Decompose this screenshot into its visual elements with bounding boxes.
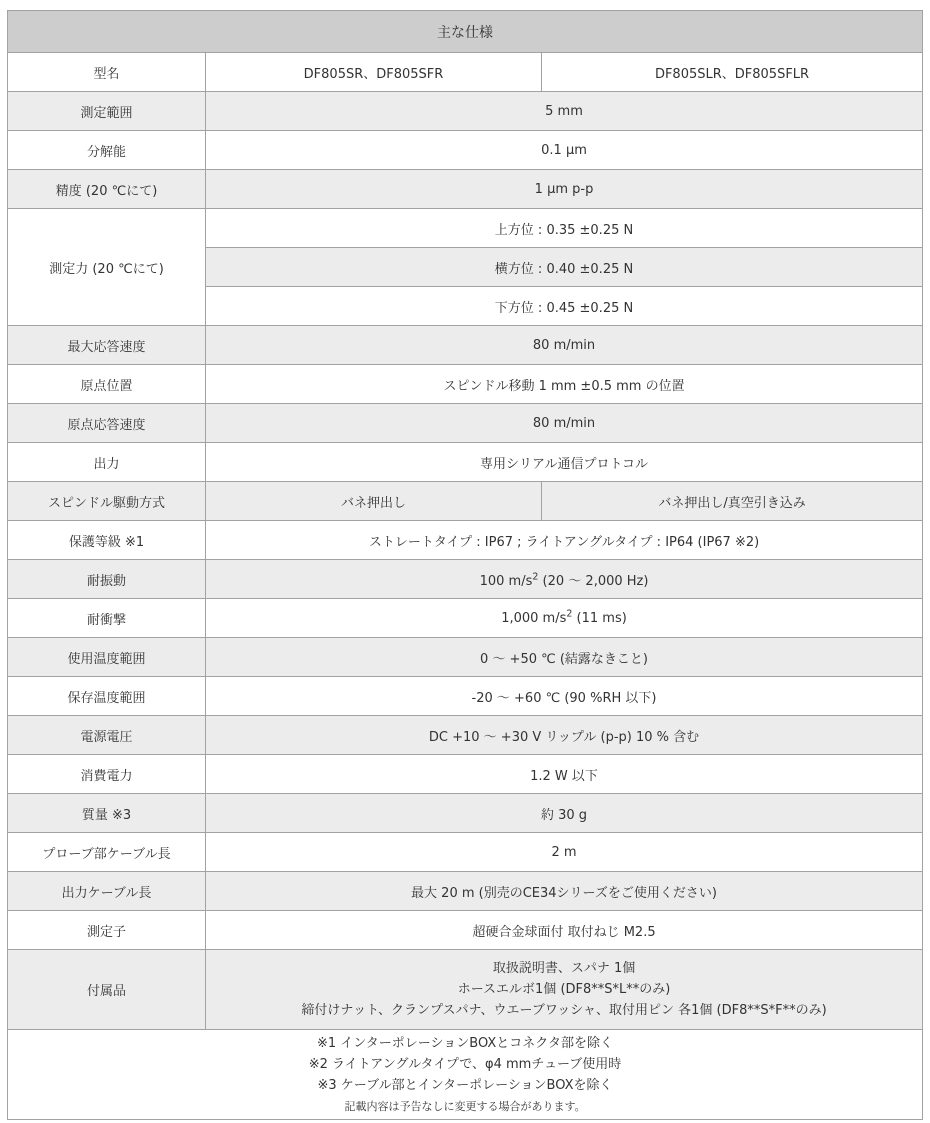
footnote-row (8, 1030, 923, 1120)
spec-label-cell: 測定範囲 (8, 92, 206, 131)
spec-label-cell: 質量 ※3 (8, 794, 206, 833)
spec-value-cell: 0 ～ +50 ℃ (結露なきこと) (206, 638, 923, 677)
spec-value-cell: 0.1 μm (206, 131, 923, 170)
footnote-3: ※3 ケーブル部とインターポレーションBOXを除く (317, 1078, 613, 1094)
spec-row (8, 170, 923, 209)
spec-label-cell: 付属品 (8, 950, 206, 1030)
spec-value-cell: 80 m/min (206, 326, 923, 365)
spec-row (8, 53, 923, 92)
spec-label-cell: 原点位置 (8, 365, 206, 404)
spec-label-cell: 測定子 (8, 911, 206, 950)
spec-value-cell: ストレートタイプ : IP67 ; ライトアングルタイプ : IP64 (IP67 ※2) (206, 521, 923, 560)
spec-row (8, 443, 923, 482)
spec-label-cell: 耐衝撃 (8, 599, 206, 638)
spec-label-cell: 精度 (20 ℃にて) (8, 170, 206, 209)
spec-value-cell: バネ押出し/真空引き込み (542, 482, 923, 521)
spec-value-cell: 上方位 : 0.35 ±0.25 N (206, 209, 923, 248)
spec-value-cell: 2 m (206, 833, 923, 872)
spec-label-cell: 型名 (8, 53, 206, 92)
spec-label-cell: スピンドル駆動方式 (8, 482, 206, 521)
spec-value-cell: 超硬合金球面付 取付ねじ M2.5 (206, 911, 923, 950)
spec-row (8, 794, 923, 833)
spec-value-cell: -20 ～ +60 ℃ (90 %RH 以下) (206, 677, 923, 716)
footnote-2: ※2 ライトアングルタイプで、φ4 mmチューブ使用時 (308, 1057, 622, 1073)
spec-value-cell: バネ押出し (206, 482, 542, 521)
spec-row (8, 365, 923, 404)
change-notice: 記載内容は予告なしに変更する場合があります。 (344, 1100, 586, 1114)
spec-row (8, 482, 923, 521)
spec-value-cell: 取扱説明書、スパナ 1個 ホースエルボ1個 (DF8**S*L**のみ) 締付けナット、クランプスパナ、ウエーブワッシャ、取付用ピン 各1個 (DF8**S*F**のみ) (206, 950, 923, 1030)
footnote-1: ※1 インターポレーションBOXとコネクタ部を除く (317, 1036, 614, 1051)
spec-value-cell: 80 m/min (206, 404, 923, 443)
spec-row (8, 560, 923, 599)
spec-label-cell: 電源電圧 (8, 716, 206, 755)
spec-value-cell: 横方位 : 0.40 ±0.25 N (206, 248, 923, 287)
spec-row (8, 404, 923, 443)
spec-label-cell: 耐振動 (8, 560, 206, 599)
spec-row (8, 209, 923, 248)
spec-row (8, 131, 923, 170)
spec-row (8, 833, 923, 872)
spec-label-cell: 最大応答速度 (8, 326, 206, 365)
spec-label-cell: 保存温度範囲 (8, 677, 206, 716)
spec-value-cell: 約 30 g (206, 794, 923, 833)
spec-row (8, 872, 923, 911)
spec-row (8, 599, 923, 638)
spec-value-cell: 下方位 : 0.45 ±0.25 N (206, 287, 923, 326)
footnotes-cell (8, 1030, 923, 1120)
spec-row (8, 950, 923, 1030)
spec-row (8, 755, 923, 794)
table-title: 主な仕様 (8, 11, 923, 53)
spec-row (8, 521, 923, 560)
spec-value-cell: 1.2 W 以下 (206, 755, 923, 794)
spec-table-body (8, 53, 923, 1030)
spec-row (8, 638, 923, 677)
spec-value-cell: 100 $m/s^2$ (20 ～ 2,000 Hz) (206, 560, 923, 599)
spec-value-cell: スピンドル移動 1 mm ±0.5 mm の位置 (206, 365, 923, 404)
spec-value-cell: DF805SR、DF805SFR (206, 53, 542, 92)
spec-row (8, 677, 923, 716)
spec-row (8, 716, 923, 755)
spec-value-cell: DF805SLR、DF805SFLR (542, 53, 923, 92)
spec-label-cell: プローブ部ケーブル長 (8, 833, 206, 872)
spec-row (8, 92, 923, 131)
spec-table (7, 10, 923, 1120)
spec-label-cell: 出力ケーブル長 (8, 872, 206, 911)
spec-value-cell: 専用シリアル通信プロトコル (206, 443, 923, 482)
spec-value-cell: 1 μm p-p (206, 170, 923, 209)
spec-label-cell: 測定力 (20 ℃にて) (8, 209, 206, 326)
spec-label-cell: 原点応答速度 (8, 404, 206, 443)
table-title-row (8, 11, 923, 53)
spec-row (8, 911, 923, 950)
spec-row (8, 326, 923, 365)
spec-value-cell: 5 mm (206, 92, 923, 131)
spec-label-cell: 分解能 (8, 131, 206, 170)
spec-label-cell: 保護等級 ※1 (8, 521, 206, 560)
spec-value-cell: 最大 20 m (別売のCE34シリーズをご使用ください) (206, 872, 923, 911)
spec-label-cell: 出力 (8, 443, 206, 482)
spec-label-cell: 消費電力 (8, 755, 206, 794)
spec-label-cell: 使用温度範囲 (8, 638, 206, 677)
spec-value-cell: 1,000 $m/s^2$ (11 ms) (206, 599, 923, 638)
spec-value-cell: DC +10 ～ +30 V リップル (p-p) 10 % 含む (206, 716, 923, 755)
